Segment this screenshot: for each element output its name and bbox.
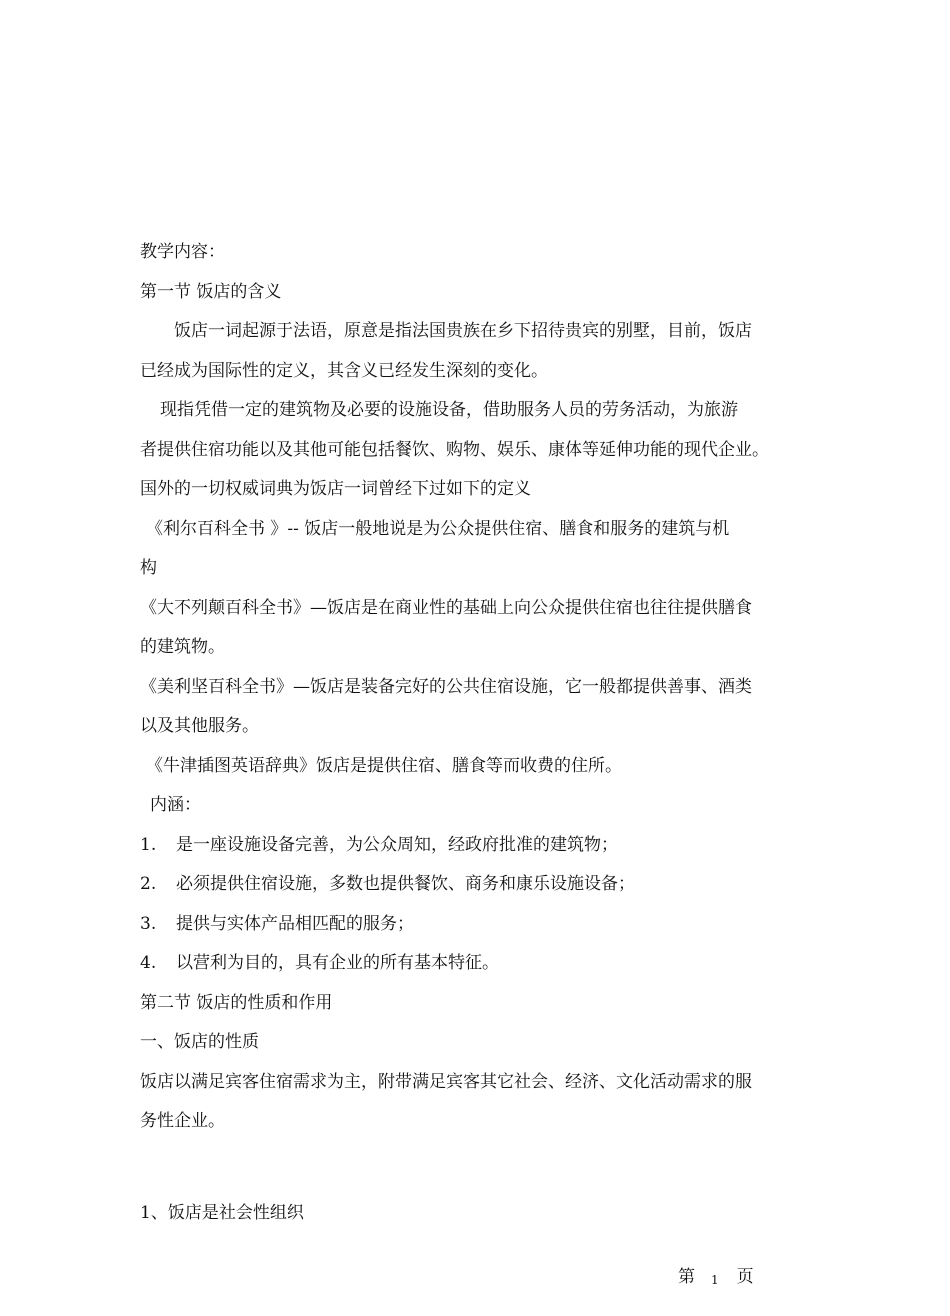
list-item	[140, 865, 792, 905]
list-item	[140, 944, 792, 984]
paragraph-2-line-2: 者提供住宿功能以及其他可能包括餐饮、购物、娱乐、康体等延伸功能的现代企业。	[140, 439, 769, 460]
paragraph-3-line-1: 饭店以满足宾客住宿需求为主，附带满足宾客其它社会、经济、文化活动需求的服	[140, 1071, 752, 1092]
paragraph-1-line-1: 饭店一词起源于法语，原意是指法国贵族在乡下招待贵宾的别墅，目前，饭店	[174, 321, 752, 341]
page-footer	[678, 1262, 754, 1287]
paragraph-2-line-3: 国外的一切权威词典为饭店一词曾经下过如下的定义	[140, 479, 531, 499]
definition-2-line-1: 《大不列颠百科全书》—饭店是在商业性的基础上向公众提供住宿也往往提供膳食	[140, 597, 752, 618]
list-item-text: 以营利为目的，具有企业的所有基本特征。	[176, 953, 499, 973]
list-item-number: 4.	[140, 953, 157, 973]
spacer	[140, 1142, 792, 1194]
definition-4: 《牛津插图英语辞典》饭店是提供住宿、膳食等而收费的住所。	[146, 755, 622, 776]
paragraph-1-line-2: 已经成为国际性的定义，其含义已经发生深刻的变化。	[140, 360, 548, 381]
definition-2-line-2: 的建筑物。	[140, 637, 225, 657]
list-item	[140, 905, 792, 945]
subsection-1-title: 一、饭店的性质	[140, 1032, 259, 1052]
definition-1-line-2: 构	[140, 558, 157, 578]
point-1: 1、饭店是社会性组织	[140, 1202, 304, 1223]
document-body	[140, 233, 792, 1233]
connotation-label: 内涵：	[150, 795, 201, 815]
list-item-text: 提供与实体产品相匹配的服务；	[176, 913, 414, 934]
section-2-title: 第二节 饭店的性质和作用	[140, 992, 333, 1013]
definition-1-line-1: 《利尔百科全书 》-- 饭店一般地说是为公众提供住宿、膳食和服务的建筑与机	[146, 518, 730, 539]
list-item-number: 1.	[140, 834, 157, 855]
content-heading: 教学内容：	[140, 242, 225, 262]
definition-3-line-2: 以及其他服务。	[140, 716, 259, 736]
list-item	[140, 826, 792, 866]
paragraph-3-line-2: 务性企业。	[140, 1111, 225, 1131]
list-item-number: 3.	[140, 913, 157, 934]
list-item-text: 是一座设施设备完善，为公众周知，经政府批准的建筑物；	[176, 834, 618, 855]
section-1-title: 第一节 饭店的含义	[140, 281, 282, 302]
paragraph-2-line-1: 现指凭借一定的建筑物及必要的设施设备，借助服务人员的劳务活动，为旅游	[160, 400, 738, 420]
definition-3-line-1: 《美利坚百科全书》—饭店是装备完好的公共住宿设施，它一般都提供善事、酒类	[140, 676, 752, 697]
footer-suffix: 页	[736, 1267, 754, 1287]
footer-prefix: 第	[678, 1267, 695, 1287]
page-number: 1	[711, 1273, 719, 1287]
list-item-text: 必须提供住宿设施，多数也提供餐饮、商务和康乐设施设备；	[176, 874, 635, 894]
list-item-number: 2.	[140, 874, 157, 894]
